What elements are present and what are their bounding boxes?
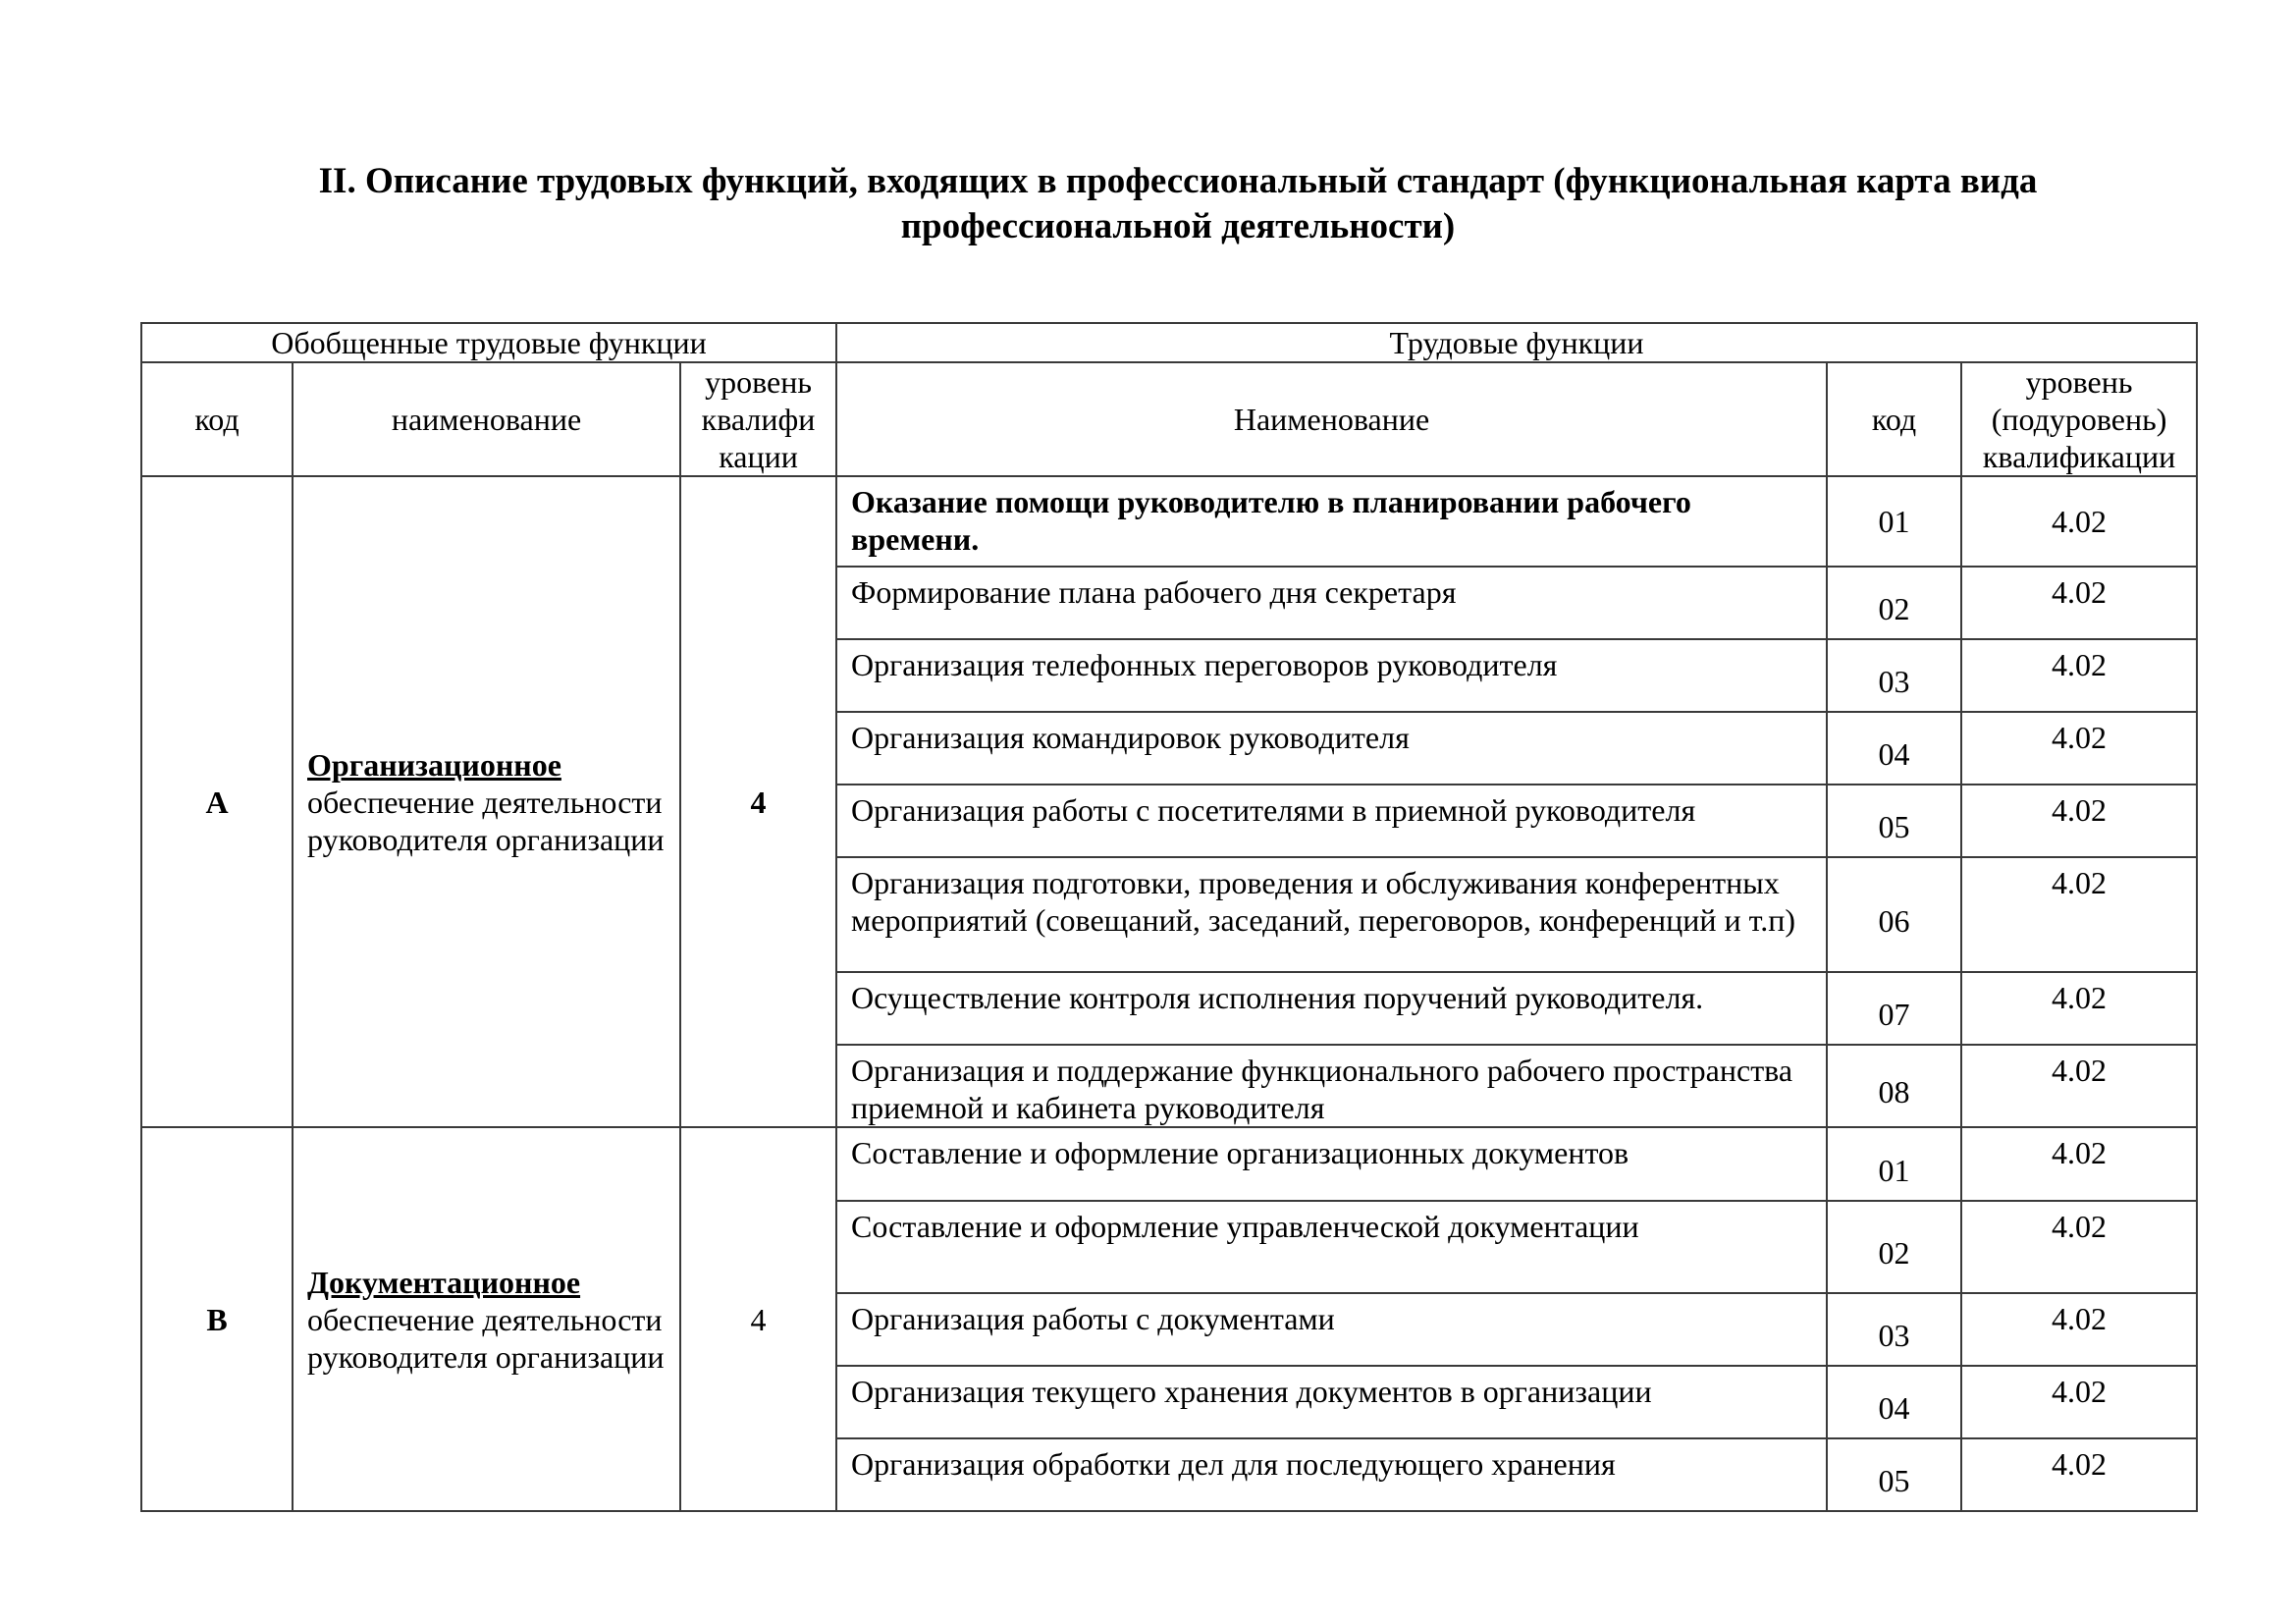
function-name: Организация командировок руководителя [836,712,1827,785]
function-code: 01 [1827,1127,1961,1201]
function-code: 06 [1827,857,1961,972]
page-title-line-2: профессиональной деятельности) [900,206,1456,246]
function-level: 4.02 [1961,1366,2197,1438]
function-name: Организация текущего хранения документов в организации [836,1366,1827,1438]
function-level: 4.02 [1961,972,2197,1045]
header-code: код [141,362,293,476]
function-code: 02 [1827,1201,1961,1293]
function-level: 4.02 [1961,857,2197,972]
function-level: 4.02 [1961,1201,2197,1293]
group-level: 4 [680,476,836,1127]
function-code: 03 [1827,1293,1961,1366]
function-level: 4.02 [1961,712,2197,785]
group-name-head: Организационное [307,746,561,783]
header-name: наименование [293,362,680,476]
function-code: 05 [1827,785,1961,857]
function-code: 04 [1827,712,1961,785]
function-level: 4.02 [1961,639,2197,712]
group-name-rest: обеспечение деятельности руководителя организации [307,784,665,857]
group-name [293,476,680,1127]
group-name-rest: обеспечение деятельности руководителя организации [307,1301,665,1375]
function-level: 4.02 [1961,567,2197,639]
function-name: Составление и оформление управленческой документации [836,1201,1827,1293]
group-header-row [141,323,2197,362]
function-level: 4.02 [1961,1045,2197,1127]
functional-map-table [140,322,2198,1512]
function-level: 4.02 [1961,1293,2197,1366]
table-row [141,476,2197,567]
header-level: уровень квалифи кации [680,362,836,476]
function-code: 04 [1827,1366,1961,1438]
function-name: Осуществление контроля исполнения поручений руководителя. [836,972,1827,1045]
page-title [255,159,2101,249]
function-level: 4.02 [1961,1127,2197,1201]
function-name: Организация работы с посетителями в приемной руководителя [836,785,1827,857]
function-level: 4.02 [1961,1438,2197,1511]
function-name: Формирование плана рабочего дня секретаря [836,567,1827,639]
function-name: Организация телефонных переговоров руководителя [836,639,1827,712]
group-code: А [141,476,293,1127]
function-code: 08 [1827,1045,1961,1127]
column-header-row [141,362,2197,476]
header-function-name: Наименование [836,362,1827,476]
table-row [141,1127,2197,1201]
group-level: 4 [680,1127,836,1511]
header-generalized-functions: Обобщенные трудовые функции [141,323,836,362]
function-code: 03 [1827,639,1961,712]
function-code: 07 [1827,972,1961,1045]
function-code: 01 [1827,476,1961,567]
page-title-line-1: II. Описание трудовых функций, входящих в профессиональный стандарт (функциональная карта вида [318,161,2038,201]
function-name: Организация работы с документами [836,1293,1827,1366]
function-level: 4.02 [1961,785,2197,857]
function-code: 05 [1827,1438,1961,1511]
function-code: 02 [1827,567,1961,639]
function-level: 4.02 [1961,476,2197,567]
function-name: Составление и оформление организационных документов [836,1127,1827,1201]
header-labor-functions: Трудовые функции [836,323,2197,362]
header-function-level: уровень (подуровень) квалификации [1961,362,2197,476]
function-name: Оказание помощи руководителю в планировании рабочего времени. [836,476,1827,567]
function-name: Организация подготовки, проведения и обслуживания конферентных мероприятий (совещаний, заседаний, переговоров, конференций и т.п) [836,857,1827,972]
function-name: Организация обработки дел для последующего хранения [836,1438,1827,1511]
group-name-head: Документационное [307,1264,581,1300]
header-function-code: код [1827,362,1961,476]
function-name: Организация и поддержание функционального рабочего пространства приемной и кабинета руководителя [836,1045,1827,1127]
group-code: В [141,1127,293,1511]
group-name [293,1127,680,1511]
